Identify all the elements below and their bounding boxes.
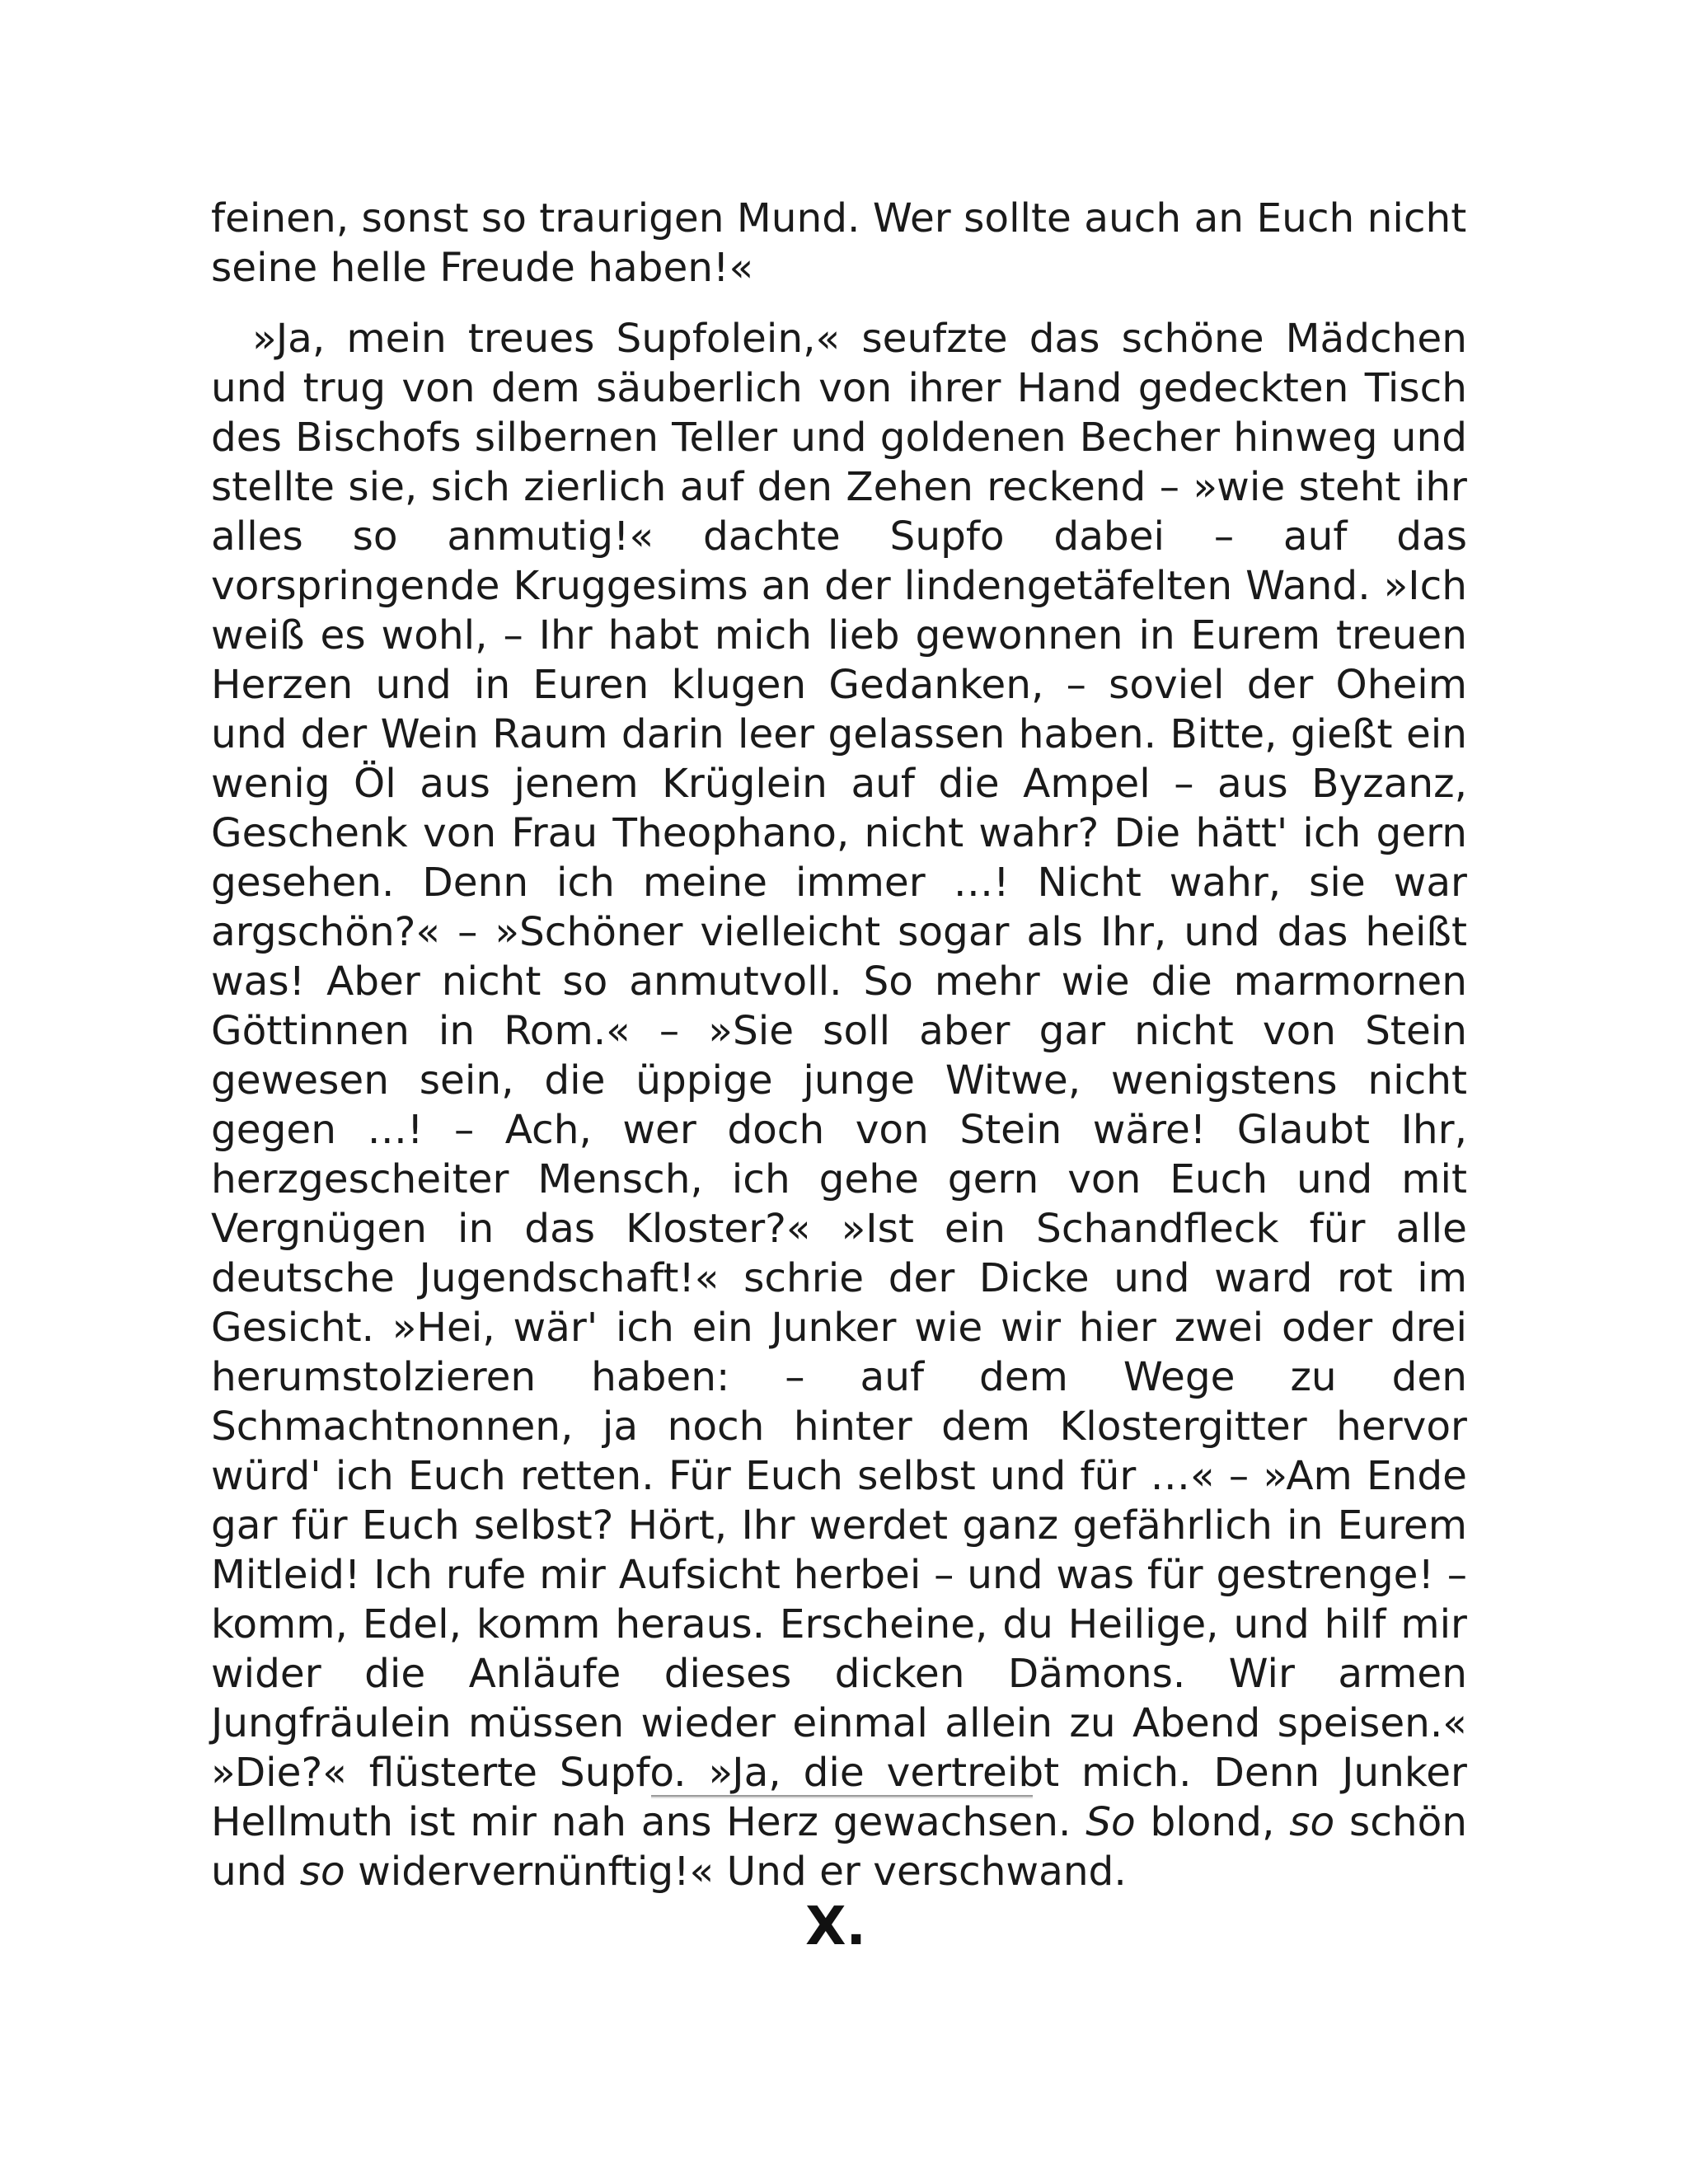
paragraph-2-text: »Ja, mein treues Supfolein,« seufzte das schöne Mädchen und trug von dem säuberlich von ihrer Hand gedeckten Tisch des Bischofs silbernen Teller und goldenen Becher hinweg und stellte sie, sich zierlich auf den Zehen reckend – »wie steht ihr alles so anmutig!« dachte Supfo dabei – auf das vorspringende Kruggesims an der lindengetäfelten Wand. »Ich weiß es wohl, – Ihr habt mich lieb gewonnen in Eurem treuen Herzen und in Euren klugen Gedanken, – soviel der Oheim und der Wein Raum darin leer gelassen haben. Bitte, gießt ein wenig Öl aus jenem Krüglein auf die Ampel – aus Byzanz, Geschenk von Frau Theophano, nicht wahr? Die hätt' ich gern gesehen. Denn ich meine immer …! Nicht wahr, sie war argschön?« – »Schöner vielleicht sogar als Ihr, und das heißt was! Aber nicht so anmutvoll. So mehr wie die marmornen Göttinnen in Rom.« – »Sie soll aber gar nicht von Stein gewesen sein, die üppige junge Witwe, wenigstens nicht gegen …! – Ach, wer doch von Stein wäre! Glaubt Ihr, herzgescheiter Mensch, ich gehe gern von Euch und mit Vergnügen in das Kloster?« »Ist ein Schandfleck für alle deutsche Jugendschaft!« schrie der Dicke und ward rot im Gesicht. »Hei, wär' ich ein Junker wie wir hier zwei oder drei herumstolzieren haben: – auf dem Wege zu den Schmachtnonnen, ja noch hinter dem Klostergitter hervor würd' ich Euch retten. Für Euch selbst und für …« – »Am Ende gar für Euch selbst? Hört, Ihr werdet ganz gefährlich in Eurem Mitleid! Ich rufe mir Aufsicht herbei – und was für gestrenge! – komm, Edel, komm heraus. Erscheine, du Heilige, und hilf mir wider die Anläufe dieses dicken Dämons. Wir armen Jungfräulein müssen wieder einmal allein zu Abend speisen.« »Die?« flüsterte Supfo. »Ja, die vertreibt mich. Denn Junker Hellmuth ist mir nah ans Herz gewachsen. — [211, 316, 1467, 1845]
paragraph-1-text: feinen, sonst so traurigen Mund. Wer sollte auch an Euch nicht seine helle Freude haben!« — [211, 195, 1467, 291]
document-page — [211, 194, 1467, 1896]
paragraph-2-text-4: widervernünftig!« Und er verschwand. — [358, 1849, 1127, 1895]
paragraph-2-text-2: blond, — [1150, 1799, 1275, 1845]
paragraph-2-text-3: schön und — [211, 1799, 1468, 1895]
paragraph-1 — [211, 194, 1467, 293]
emphasis-so-2: so — [1289, 1799, 1335, 1845]
emphasis-so-1: So — [1085, 1799, 1136, 1845]
section-divider — [651, 1795, 1033, 1798]
paragraph-2 — [211, 314, 1467, 1896]
chapter-heading: X. — [805, 1896, 866, 1957]
emphasis-so-3: so — [299, 1849, 345, 1895]
